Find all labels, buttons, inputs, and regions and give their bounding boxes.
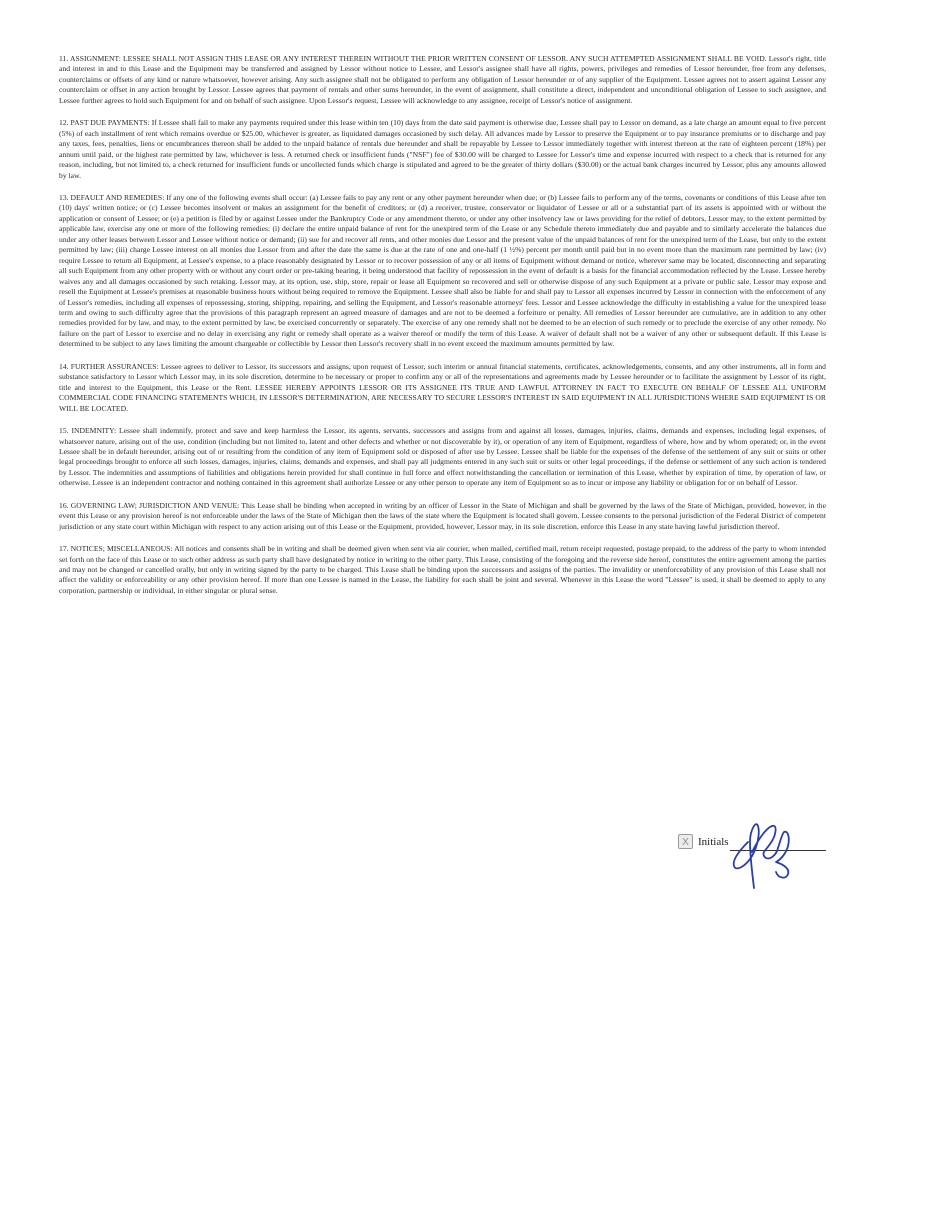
lease-terms [59, 54, 826, 608]
clause-further-assurances: 14. FURTHER ASSURANCES: Lessee agrees to deliver to Lessor, its successors and assigns, upon request of Lessor, such interim or annual financial statements, certificates, acknowledgements, consents, and any other instruments, all in form and substance satisfactory to Lessor which Lessor may, in its sole discretion, determine to be necessary or proper to confirm any or all of the representations and agreements made by Lessee hereunder or to facilitate the assignment by Lessor of its right, title and interest to the Equipment, this Lease or the Rent. LESSEE HEREBY APPOINTS LESSOR OR ITS ASSIGNEE ITS TRUE AND LAWFUL ATTORNEY IN FACT TO EXECUTE ON BEHALF OF LESSEE ALL UNIFORM COMMERCIAL CODE FINANCING STATEMENTS WHICH, IN LESSOR'S DETERMINATION, ARE NECESSARY TO SECURE LESSOR'S INTEREST IN SAID EQUIPMENT IN ALL JURISDICTIONS WHERE SAID EQUIPMENT IS OR WILL BE LOCATED. [59, 361, 826, 413]
signature-stroke [734, 824, 789, 888]
clause-notices-miscellaneous: 17. NOTICES; MISCELLANEOUS: All notices and consents shall be in writing and shall be deemed given when sent via air courier, when mailed, certified mail, return receipt requested, postage prepaid, to the address of the party to whom intended set forth on the face of this Lease or to such other address as such party shall have designated by notice in writing to the other party. This Lease, consisting of the foregoing and the reverse side hereof, constitutes the entire agreement among the parties and may not be changed or cancelled orally, but only in writing signed by the party to be charged. This Lease shall be binding upon the successors and assigns of the parties. The invalidity or unenforceability of any provision of this Lease shall not affect the validity or enforceability or any other provision hereof. If more than one Lessee is named in the Lease, the liability for each shall be joint and several. Whenever in this Lease the word "Lessee" is used, it shall be deemed to apply to any corporation, partnership or individual, in either singular or plural sense. [59, 544, 826, 595]
clause-default-and-remedies: 13. DEFAULT AND REMEDIES: If any one of the following events shall occur: (a) Lessee fails to pay any rent or any other payment hereunder when due; or (b) Lessee fails to perform any of the terms, covenants or conditions of this Lease after ten (10) days' written notice; or (c) Lessee becomes insolvent or makes an assignment for the benefit of creditors; or (d) a receiver, trustee, conservator or liquidator of Lessee or all or a substantial part of its assets is appointed with or without the application or consent of Lessee; or (e) a petition is filed by or against Lessee under the Bankruptcy Code or any amendment thereto, or under any other insolvency law or laws providing for the relief of debtors, Lessor may, to the extent permitted by applicable law, exercise any one or more of the following remedies: (i) declare the entire unpaid balance of rent for the unexpired term of the Lease or any Schedule thereto immediately due and payable and to similarly accelerate the balances due under any other leases between Lessor and Lessee without notice or demand; (ii) sue for and recover all rents, and other monies due Lessor and the present value of the unpaid balances of rent for the unexpired term of the Lease, but only to the extent permitted by law; (iii) charge Lessee interest on all monies due Lessor from and after the date the same is due at the rate of one and one-half (1 ½%) percent per month until paid but in no event more than the maximum rate permitted by law; (iv) require Lessee to return all Equipment, at Lessee's expense, to a place reasonably designated by Lessor or to recover possession of any or all items of Equipment without demand or notice, wherever same may be located, disconnecting and separating all such Equipment from any other property with or without any court order or pre-taking hearing, it being understood that facility of repossession in the event of default is a basis for the financial accommodation reflected by the Lease. Lessee hereby waives any and all damages occasioned by such retaking. Lessor may, at its option, use, ship, store, repair or lease all Equipment so recovered and sell or otherwise dispose of any such Equipment at a private or public sale. Lessor may expose and resell the Equipment at Lessee's premises at reasonable business hours without being required to remove the Equipment. Lessee shall also be liable for and shall pay to Lessor all expenses incurred by Lessor in connection with the enforcement of any of Lessor's remedies, including all expenses of repossessing, storing, shipping, repairing, and selling the Equipment, and Lessor's reasonable attorneys' fees. Lessor and Lessee acknowledge the difficulty in establishing a value for the unexpired lease term and owing to such difficulty agree that the provisions of this paragraph represent an agreed measure of damages and are not to be deemed a forfeiture or penalty. All remedies of Lessor hereunder are cumulative, are in addition to any other remedies provided for by law, and may, to the extent permitted by law, be exercised concurrently or separately. The exercise of any one remedy shall not be deemed to be an election of such remedy or to preclude the exercise of any other remedy. No failure on the part of Lessor to exercise and no delay in exercising any right or remedy shall operate as a waiver thereof or modify the term of this Lease. A waiver of default shall not be a waiver of any other or subsequent default. If this Lease is determined to be subject to any laws limiting the amount chargeable or collectible by Lessor then Lessor's recovery shall in no event exceed the maximum amounts permitted by law. [59, 192, 826, 349]
initials-label: Initials [698, 836, 729, 848]
initials-checkbox[interactable]: X [678, 834, 693, 849]
clause-governing-law: 16. GOVERNING LAW; JURISDICTION AND VENUE: This Lease shall be binding when accepted in writing by an officer of Lessor in the State of Michigan and shall be governed by the laws of the State of Michigan, provided, however, in the event this Lease or any provision hereof is not enforceable under the laws of the State of Michigan then the laws of the state where the Equipment is located shall govern. Lessee consents to the personal jurisdiction of the Federal District of competent jurisdiction or any state court within Michigan with respect to any action arising out of this Lease or the Equipment, provided, however, Lessor may, in its sole discretion, enforce this Lease in any state having lawful jurisdiction thereof. [59, 500, 826, 531]
initials-signature [718, 812, 808, 892]
clause-assignment: 11. ASSIGNMENT: LESSEE SHALL NOT ASSIGN THIS LEASE OR ANY INTEREST THEREIN WITHOUT THE PRIOR WRITTEN CONSENT OF LESSOR. ANY SUCH ATTEMPTED ASSIGNMENT SHALL BE VOID. Lessor's right, title and interest in and to this Lease and the Equipment may be transferred and assigned by Lessor without notice to Lessee, and Lessor's assignee shall have all rights, powers, privileges and remedies of Lessor hereunder, free from any defenses, counterclaims or offsets of any kind or nature whatsoever, however arising. Any such assignee shall not be obligated to perform any obligation of Lessor hereunder or of any supplier of the Equipment. Lessee agrees not to assert against Lessor any counterclaim or offset in any action brought by Lessor. Lessee agrees that payment of rentals and other sums hereunder, in the event of assignment, shall constitute a direct, independent and unconditional obligation of Lessee to such assignee, and Lessee further agrees to hold such Equipment for and on behalf of such assignee. Upon Lessor's request, Lessee will acknowledge to any assignee, receipt of Lessor's notice of assignment. [59, 54, 826, 105]
clause-indemnity: 15. INDEMNITY: Lessee shall indemnify, protect and save and keep harmless the Lessor, its agents, servants, successors and assigns from and against all losses, damages, injuries, claims, demands and expenses, including legal expenses, of whatsoever nature, arising out of the use, condition (including but not limited to, latent and other defects and whether or not discoverable by it), or operation of any item of Equipment, regardless of where, how and by whom operated; or, in the event Lessee shall be in default hereunder, arising out of or resulting from the condition of any item of Equipment sold or disposed of after use by Lessee. Lessee shall be liable for the expenses of the defense of the settlement of any suit or suits or other legal proceedings brought to enforce all such losses, damages, injuries, claims, demands and expenses, and shall pay all judgments entered in any such suit or suits or other legal proceedings, if the defense or settlement of any such action is tendered by Lessor. The indemnities and assumptions of liabilities and obligations herein provided for shall continue in full force and effect notwithstanding the cancellation or termination of this Lease, whether by expiration of time, by operation of law, or otherwise. Lessee is an independent contractor and nothing contained in this agreement shall authorize Lessee or any other person to operate any item of Equipment so as to incur or impose any liability or obligation for or on behalf of Lessor. [59, 426, 826, 488]
clause-past-due-payments: 12. PAST DUE PAYMENTS: If Lessee shall fail to make any payments required under this lease within ten (10) days from the date said payment is otherwise due, Lessee shall pay to Lessor on demand, as a late charge an amount equal to five percent (5%) of each installment of rent which remains overdue or $25.00, whichever is greater, as liquidated damages occasioned by such delay. All advances made by Lessor to preserve the Equipment or to pay insurance premiums or to discharge and pay any taxes, fees, penalties, liens or encumbrances thereon shall be added to the unpaid balance of rentals due hereunder and shall be repayable by Lessee to Lessor immediately together with interest thereon at the rate of eighteen percent (18%) per annum until paid, or the highest rate permitted by law, whichever is less. A returned check or insufficient funds ("NSF") fee of $30.00 will be charged to Lessee for Lessor's time and expense incurred with respect to a check that is returned for any reason, including, but not limited to, a check returned for insufficient funds or uncollected funds which charge is stipulated and agreed to be the greater of thirty dollars ($30.00) or the actual bank charges incurred by Lessor, plus any amounts allowed by law. [59, 118, 826, 180]
